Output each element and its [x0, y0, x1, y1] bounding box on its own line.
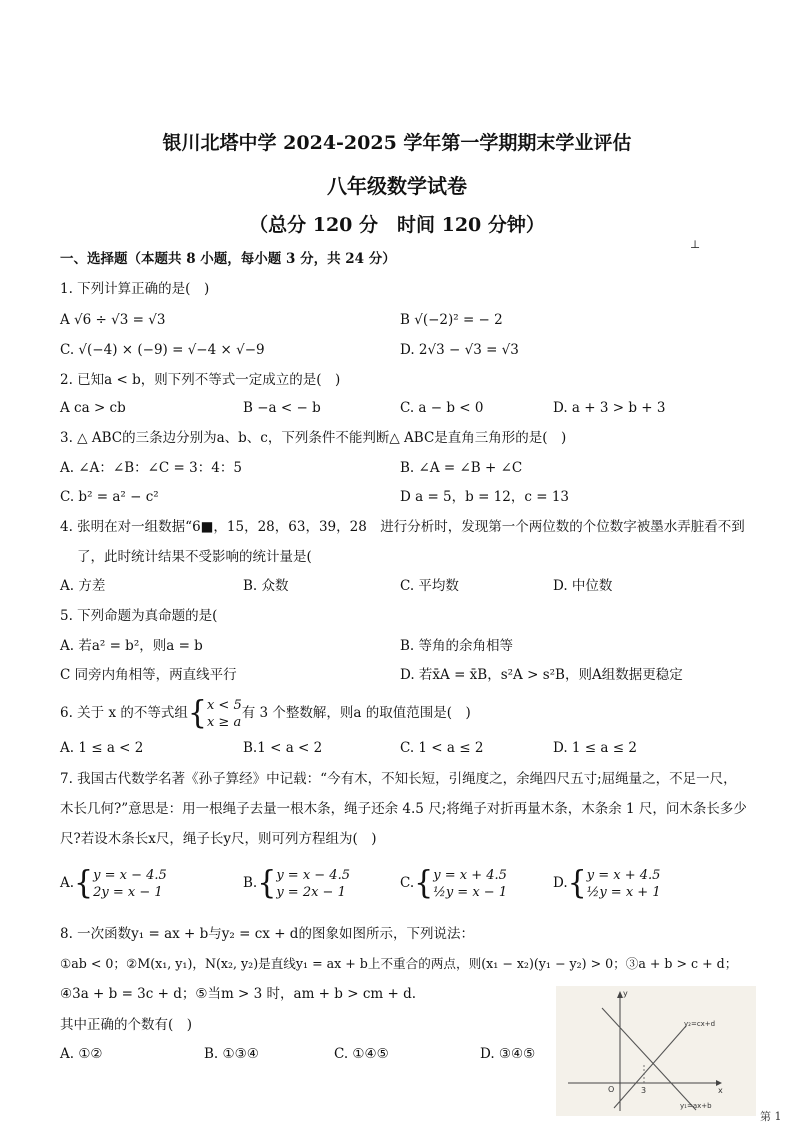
q6-option-b: B.1 < a < 2 [243, 740, 323, 756]
x-axis-label: x [718, 1086, 723, 1095]
exam-subject-title: 八年级数学试卷 [327, 174, 467, 198]
q6-option-a: A. 1 ≤ a < 2 [60, 740, 144, 756]
q7-option-d [553, 865, 661, 901]
q7-option-c-brace: { [414, 864, 434, 902]
q7-option-c [400, 865, 507, 901]
q3-option-a: A. ∠A：∠B：∠C = 3：4：5 [60, 460, 242, 476]
origin-label: O [608, 1085, 615, 1094]
q8-option-c: C. ①④⑤ [334, 1046, 389, 1062]
y-axis-label: y [623, 989, 628, 998]
q4-option-d: D. 中位数 [553, 578, 613, 594]
q7-option-c-eq1: y = x + 4.5 [433, 867, 507, 883]
x-tick-3: 3 [641, 1086, 647, 1095]
q8-option-d: D. ③④⑤ [480, 1046, 536, 1062]
q7-option-d-brace: { [567, 864, 587, 902]
q2-option-d: D. a + 3 > b + 3 [553, 400, 666, 416]
q2-option-c: C. a − b < 0 [400, 400, 484, 416]
q2-stem: 2. 已知a < b，则下列不等式一定成立的是( ) [60, 372, 341, 388]
section-heading: 一、选择题（本题共 8 小题，每小题 3 分，共 24 分） [60, 251, 396, 267]
q7-option-a-eq1: y = x − 4.5 [93, 867, 167, 883]
q7-option-b-brace: { [257, 864, 277, 902]
line-y1 [602, 1008, 696, 1110]
q7-option-b [243, 865, 350, 901]
q7-option-c-label: C. [400, 875, 415, 891]
exam-school-title: 银川北塔中学 2024-2025 学年第一学期期末学业评估 [162, 132, 632, 154]
q5-option-b: B. 等角的余角相等 [400, 638, 514, 654]
q2-option-b: B −a < − b [243, 400, 321, 416]
q8-stem-line2: ①ab < 0；②M(x₁, y₁)，N(x₂, y₂)是直线y₁ = ax + b上不重合的两点，则(x₁ − x₂)(y₁ − y₂) > 0；③a + b > c + d； [60, 956, 738, 971]
corner-mark: ⊥ [690, 238, 701, 251]
q7-stem-line2: 木长几何?”意思是：用一根绳子去量一根木条，绳子还余 4.5 尺;将绳子对折再量木条，木条余 1 尺，问木条长多少 [60, 801, 747, 817]
q6-system-line2: x ≥ a [206, 714, 242, 730]
q1-option-d: D. 2√3 − √3 = √3 [400, 342, 519, 358]
q6-option-d: D. 1 ≤ a ≤ 2 [553, 740, 637, 756]
q3-option-b: B. ∠A = ∠B + ∠C [400, 460, 523, 476]
q1-stem: 1. 下列计算正确的是( ) [60, 281, 210, 297]
q6-stem-prefix: 6. 关于 x 的不等式组 [60, 705, 188, 721]
q6-option-c: C. 1 < a ≤ 2 [400, 740, 484, 756]
q2-option-a: A ca > cb [60, 400, 126, 416]
q6-stem [60, 695, 471, 731]
q8-option-a: A. ①② [60, 1046, 103, 1062]
exam-info: （总分 120 分 时间 120 分钟） [249, 214, 545, 236]
q7-option-c-system [433, 867, 507, 901]
q1-option-a: A √6 ÷ √3 = √3 [60, 312, 166, 328]
q6-brace: { [187, 694, 207, 732]
function-graph [556, 986, 756, 1116]
q3-option-d: D a = 5，b = 12，c = 13 [400, 489, 569, 505]
q7-option-b-system [276, 867, 350, 901]
q1-option-c: C. √(−4) × (−9) = √−4 × √−9 [60, 342, 265, 358]
line-y1-label: y₁=ax+b [680, 1102, 712, 1110]
q7-option-d-label: D. [553, 875, 568, 891]
q7-option-b-label: B. [243, 875, 258, 891]
q5-stem: 5. 下列命题为真命题的是( [60, 608, 218, 624]
q4-stem-line2: 了，此时统计结果不受影响的统计量是( [77, 549, 312, 565]
q5-option-d: D. 若x̄A = x̄B，s²A > s²B，则A组数据更稳定 [400, 667, 683, 683]
q5-option-a: A. 若a² = b²，则a = b [60, 638, 203, 654]
q1-option-b: B √(−2)² = − 2 [400, 312, 503, 328]
q8-stem-line4: 其中正确的个数有( ) [60, 1017, 193, 1033]
q7-stem-line3: 尺?若设木条长x尺，绳子长y尺，则可列方程组为( ) [60, 831, 377, 847]
q6-system [207, 697, 242, 731]
q7-option-d-eq1: y = x + 4.5 [586, 867, 661, 883]
q8-stem-line3: ④3a + b = 3c + d；⑤当m > 3 时，am + b > cm + d. [60, 986, 417, 1002]
q7-option-a-eq2: 2y = x − 1 [93, 884, 163, 900]
q4-option-b: B. 众数 [243, 578, 289, 594]
q4-stem-line1: 4. 张明在对一组数据“6■，15，28，63，39，28 进行分析时，发现第一个两位数的个位数字被墨水弄脏看不到 [60, 519, 745, 535]
function-graph-svg [556, 986, 756, 1116]
q7-option-b-eq2: y = 2x − 1 [276, 884, 346, 900]
q4-option-a: A. 方差 [60, 578, 106, 594]
q7-stem-line1: 7. 我国古代数学名著《孙子算经》中记载：“今有木，不知长短，引绳度之，余绳四尺五寸;屈绳量之，不足一尺， [60, 771, 737, 787]
q7-option-b-eq1: y = x − 4.5 [276, 867, 350, 883]
q7-option-a-system [93, 867, 167, 901]
q7-option-c-eq2: ½y = x − 1 [433, 884, 508, 900]
q7-option-d-eq2: ½y = x + 1 [586, 884, 661, 900]
q6-stem-suffix: 有 3 个整数解，则a 的取值范围是( ) [241, 705, 471, 721]
q7-option-a-brace: { [74, 864, 94, 902]
q5-option-c: C 同旁内角相等，两直线平行 [60, 667, 237, 683]
q3-stem: 3. △ ABC的三条边分别为a、b、c，下列条件不能判断△ ABC是直角三角形的是( ) [60, 430, 567, 446]
line-y2 [614, 1026, 686, 1108]
page-number-mark: 第 1 [760, 1110, 782, 1123]
q8-option-b: B. ①③④ [204, 1046, 259, 1062]
line-y2-label: y₂=cx+d [684, 1020, 716, 1028]
q7-option-d-system [587, 867, 661, 901]
q7-option-a-label: A. [60, 875, 75, 891]
q4-option-c: C. 平均数 [400, 578, 459, 594]
q8-stem-line1: 8. 一次函数y₁ = ax + b与y₂ = cx + d的图象如图所示，下列说法： [60, 926, 474, 942]
q7-option-a [60, 865, 167, 901]
q3-option-c: C. b² = a² − c² [60, 489, 159, 505]
q6-system-line1: x < 5 [206, 697, 242, 713]
